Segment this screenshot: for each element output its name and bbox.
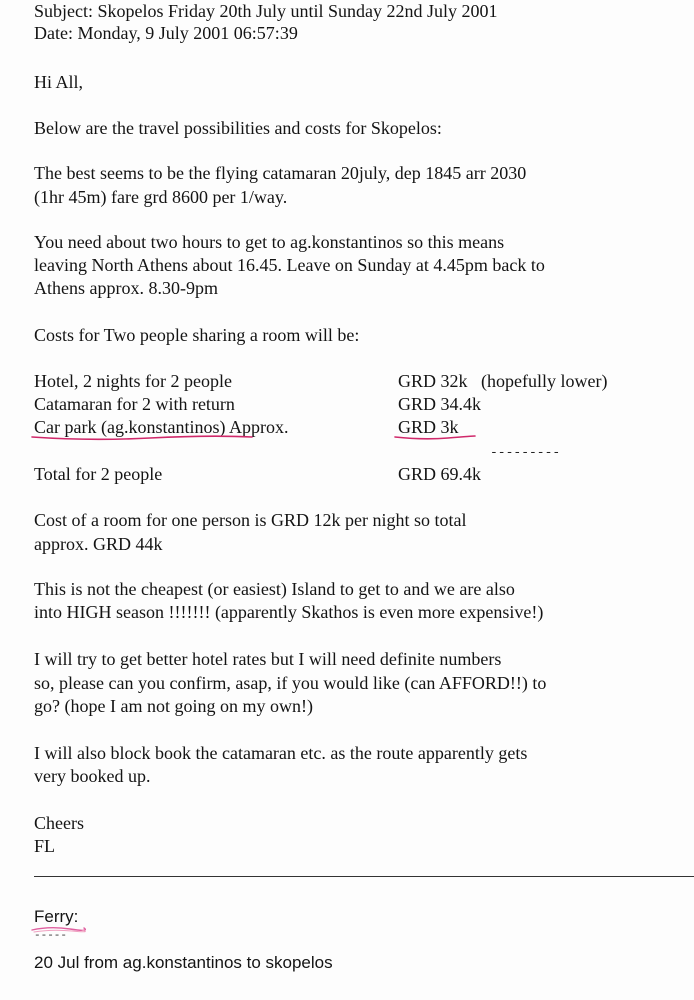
- greeting: Hi All,: [34, 72, 84, 92]
- catamaran-line-2: (1hr 45m) fare grd 8600 per 1/way.: [34, 187, 288, 207]
- cost-amount-catamaran: GRD 34.4k: [398, 394, 482, 414]
- subject-line: Subject: Skopelos Friday 20th July until Sunday 22nd July 2001: [34, 1, 498, 21]
- cost-amount-car-park: GRD 3k: [398, 417, 459, 437]
- single-room-line-1: Cost of a room for one person is GRD 12k per night so total: [34, 510, 467, 530]
- season-line-1: This is not the cheapest (or easiest) Island to get to and we are also: [34, 579, 515, 599]
- confirm-line-1: I will try to get better hotel rates but I will need definite numbers: [34, 649, 502, 669]
- signature: FL: [34, 836, 56, 856]
- total-amount: GRD 69.4k: [398, 464, 482, 484]
- ferry-label: Ferry:: [34, 907, 79, 926]
- divider: [34, 876, 694, 877]
- season-line-2: into HIGH season !!!!!!! (apparently Skathos is even more expensive!): [34, 602, 544, 622]
- date-line: Date: Monday, 9 July 2001 06:57:39: [34, 23, 298, 43]
- timing-line-1: You need about two hours to get to ag.konstantinos so this means: [34, 232, 505, 252]
- catamaran-line-1: The best seems to be the flying catamaran 20july, dep 1845 arr 2030: [34, 163, 527, 183]
- single-room-line-2: approx. GRD 44k: [34, 534, 163, 554]
- ferry-route: 20 Jul from ag.konstantinos to skopelos: [34, 953, 333, 972]
- block-book-line-1: I will also block book the catamaran etc. as the route apparently gets: [34, 743, 528, 763]
- total-item: Total for 2 people: [34, 464, 163, 484]
- confirm-line-3: go? (hope I am not going on my own!): [34, 696, 313, 716]
- intro-paragraph: Below are the travel possibilities and costs for Skopelos:: [34, 118, 442, 138]
- timing-line-3: Athens approx. 8.30-9pm: [34, 278, 218, 298]
- cost-item-catamaran: Catamaran for 2 with return: [34, 394, 235, 414]
- ferry-dashes: -----: [34, 930, 68, 942]
- cost-amount-hotel: GRD 32k (hopefully lower): [398, 371, 608, 391]
- timing-line-2: leaving North Athens about 16.45. Leave on Sunday at 4.45pm back to: [34, 255, 545, 275]
- sum-separator: ---------: [490, 445, 561, 460]
- costs-heading: Costs for Two people sharing a room will be:: [34, 325, 360, 345]
- block-book-line-2: very booked up.: [34, 766, 151, 786]
- confirm-line-2: so, please can you confirm, asap, if you would like (can AFFORD!!) to: [34, 673, 547, 693]
- signoff: Cheers: [34, 813, 84, 833]
- cost-item-car-park: Car park (ag.konstantinos) Approx.: [34, 417, 289, 437]
- cost-item-hotel: Hotel, 2 nights for 2 people: [34, 371, 232, 391]
